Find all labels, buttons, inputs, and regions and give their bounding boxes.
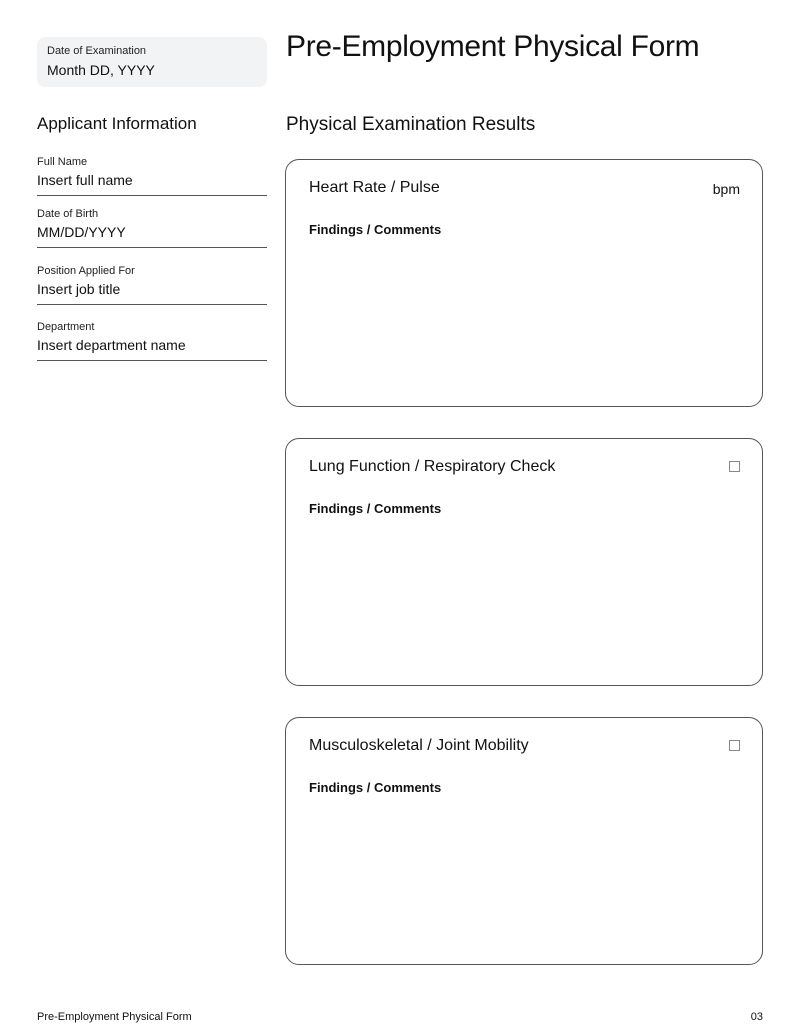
department-label: Department bbox=[37, 321, 95, 333]
date-of-birth-field[interactable] bbox=[37, 208, 267, 248]
date-of-birth-label: Date of Birth bbox=[37, 208, 99, 220]
exam-results-heading: Physical Examination Results bbox=[286, 114, 536, 135]
full-name-input[interactable]: Insert full name bbox=[37, 172, 133, 188]
full-name-field[interactable] bbox=[37, 156, 267, 196]
lung-function-findings-label: Findings / Comments bbox=[309, 501, 442, 516]
department-input[interactable]: Insert department name bbox=[37, 337, 186, 353]
heart-rate-title: Heart Rate / Pulse bbox=[309, 179, 440, 196]
lung-function-card[interactable] bbox=[285, 438, 763, 686]
exam-date-label: Date of Examination bbox=[47, 45, 147, 57]
musculoskeletal-checkbox[interactable] bbox=[729, 740, 740, 751]
heart-rate-findings-label: Findings / Comments bbox=[309, 222, 442, 237]
musculoskeletal-title: Musculoskeletal / Joint Mobility bbox=[309, 737, 529, 754]
department-field[interactable] bbox=[37, 321, 267, 361]
page-title: Pre-Employment Physical Form bbox=[286, 30, 700, 63]
exam-date-value[interactable]: Month DD, YYYY bbox=[47, 62, 155, 78]
position-applied-field[interactable] bbox=[37, 265, 267, 305]
footer-form-name: Pre-Employment Physical Form bbox=[37, 1011, 192, 1023]
heart-rate-card[interactable] bbox=[285, 159, 763, 407]
applicant-info-heading: Applicant Information bbox=[37, 114, 197, 133]
page-number: 03 bbox=[750, 1011, 763, 1023]
lung-function-checkbox[interactable] bbox=[729, 461, 740, 472]
musculoskeletal-card[interactable] bbox=[285, 717, 763, 965]
position-applied-label: Position Applied For bbox=[37, 265, 135, 277]
full-name-label: Full Name bbox=[37, 156, 88, 168]
heart-rate-unit: bpm bbox=[712, 181, 740, 197]
position-applied-input[interactable]: Insert job title bbox=[37, 281, 121, 297]
musculoskeletal-findings-label: Findings / Comments bbox=[309, 780, 442, 795]
lung-function-title: Lung Function / Respiratory Check bbox=[309, 458, 556, 475]
date-of-birth-input[interactable]: MM/DD/YYYY bbox=[37, 224, 126, 240]
exam-date-box[interactable] bbox=[37, 37, 267, 87]
